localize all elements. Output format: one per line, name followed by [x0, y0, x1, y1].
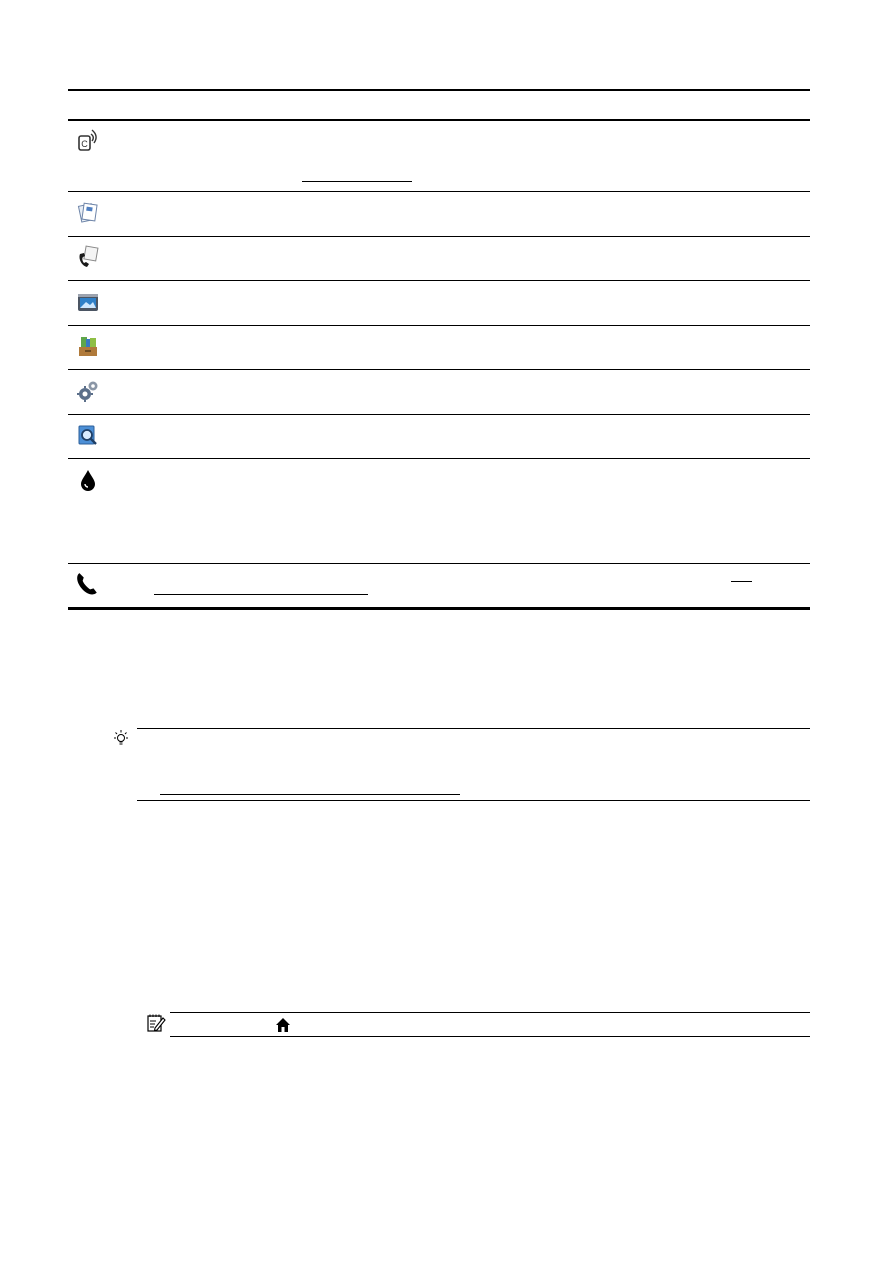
tip-top-rule: [137, 728, 810, 729]
tip-bottom-rule: [137, 800, 810, 801]
note-bottom-rule: [170, 1036, 810, 1037]
table-header-rule: [68, 119, 810, 121]
scan-icon: [76, 290, 100, 314]
copy-icon: [76, 200, 100, 224]
row-divider-1: [68, 191, 810, 192]
support-link-underline-short[interactable]: [731, 581, 752, 582]
ink-drop-icon: [76, 468, 100, 492]
tip-link-underline[interactable]: [160, 794, 460, 795]
note-top-rule: [170, 1012, 810, 1013]
wireless-direct-icon: [76, 128, 100, 152]
setup-gear-icon: [76, 379, 100, 403]
home-icon: [274, 1016, 292, 1034]
row-divider-7: [68, 458, 810, 459]
fax-icon: [76, 245, 100, 269]
row-divider-3: [68, 280, 810, 281]
support-link-underline[interactable]: [154, 594, 368, 595]
lightbulb-tip-icon: [112, 729, 130, 749]
table-top-rule: [68, 89, 810, 91]
row-divider-5: [68, 369, 810, 370]
phone-handset-icon: [74, 571, 98, 595]
row-divider-6: [68, 414, 810, 415]
table-bottom-rule: [68, 607, 810, 610]
row-divider-2: [68, 236, 810, 237]
svg-text:C: C: [81, 139, 88, 149]
row-divider-8: [68, 563, 810, 564]
help-magnifier-icon: [76, 423, 100, 447]
wireless-direct-link-underline[interactable]: [302, 181, 412, 182]
row-divider-4: [68, 325, 810, 326]
apps-icon: [76, 334, 100, 358]
note-pad-icon: [146, 1013, 166, 1033]
